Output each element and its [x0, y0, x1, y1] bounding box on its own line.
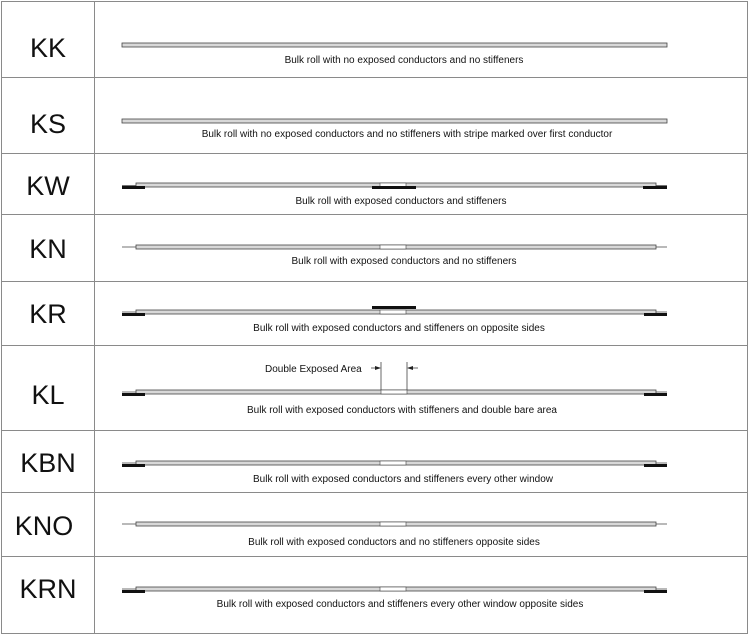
row-code-kr: KR	[29, 299, 67, 329]
row-code-kno: KNO	[14, 511, 74, 541]
stiffener-center	[372, 306, 416, 309]
stiffener-left	[122, 313, 145, 316]
cable-strip-kw	[122, 183, 667, 189]
row-code-kn: KN	[29, 234, 67, 264]
row-code-kw: KW	[26, 171, 70, 201]
row-description-kl: Bulk roll with exposed conductors with stiffeners and double bare area	[247, 405, 557, 416]
stiffener-right	[644, 464, 667, 467]
row-description-kn: Bulk roll with exposed conductors and no stiffeners	[291, 256, 517, 267]
row-description-ks: Bulk roll with no exposed conductors and no stiffeners with stripe marked over first conductor	[201, 129, 613, 140]
stiffener-right	[644, 313, 667, 316]
cable-strip-ks	[122, 119, 667, 123]
row-code-krn: KRN	[19, 574, 77, 604]
row-description-kbn: Bulk roll with exposed conductors and stiffeners every other window	[253, 474, 553, 485]
row-description-kk: Bulk roll with no exposed conductors and no stiffeners	[284, 55, 524, 66]
stiffener-left	[122, 590, 145, 593]
row-description-kw: Bulk roll with exposed conductors and stiffeners	[295, 196, 507, 207]
cable-strip-kno	[122, 522, 667, 526]
stiffener-center	[372, 186, 416, 189]
row-description-krn: Bulk roll with exposed conductors and stiffeners every other window opposite sides	[216, 599, 584, 610]
double-exposed-dimension	[371, 362, 418, 390]
cable-strip-krn	[122, 587, 667, 593]
row-code-kl: KL	[31, 380, 65, 410]
row-description-kno: Bulk roll with exposed conductors and no stiffeners opposite sides	[248, 537, 540, 548]
cable-strip-kn	[122, 245, 667, 249]
stiffener-right	[644, 393, 667, 396]
cable-strip-kbn	[122, 461, 667, 467]
stiffener-left	[122, 393, 145, 396]
row-description-kr: Bulk roll with exposed conductors and stiffeners on opposite sides	[253, 323, 545, 334]
cable-strip-kl	[122, 362, 667, 396]
cable-strip-kr	[122, 306, 667, 316]
description-column	[202, 55, 613, 610]
row-code-ks: KS	[29, 109, 67, 139]
stiffener-left	[122, 186, 145, 189]
cable-diagrams	[122, 43, 667, 593]
stiffener-left	[122, 464, 145, 467]
stiffener-right	[644, 590, 667, 593]
code-column	[15, 33, 77, 604]
double-exposed-area-label: Double Exposed Area	[265, 364, 362, 375]
cable-strip-kk	[122, 43, 667, 47]
row-code-kbn: KBN	[20, 448, 76, 478]
row-code-kk: KK	[29, 33, 67, 63]
stiffener-right	[643, 186, 667, 189]
